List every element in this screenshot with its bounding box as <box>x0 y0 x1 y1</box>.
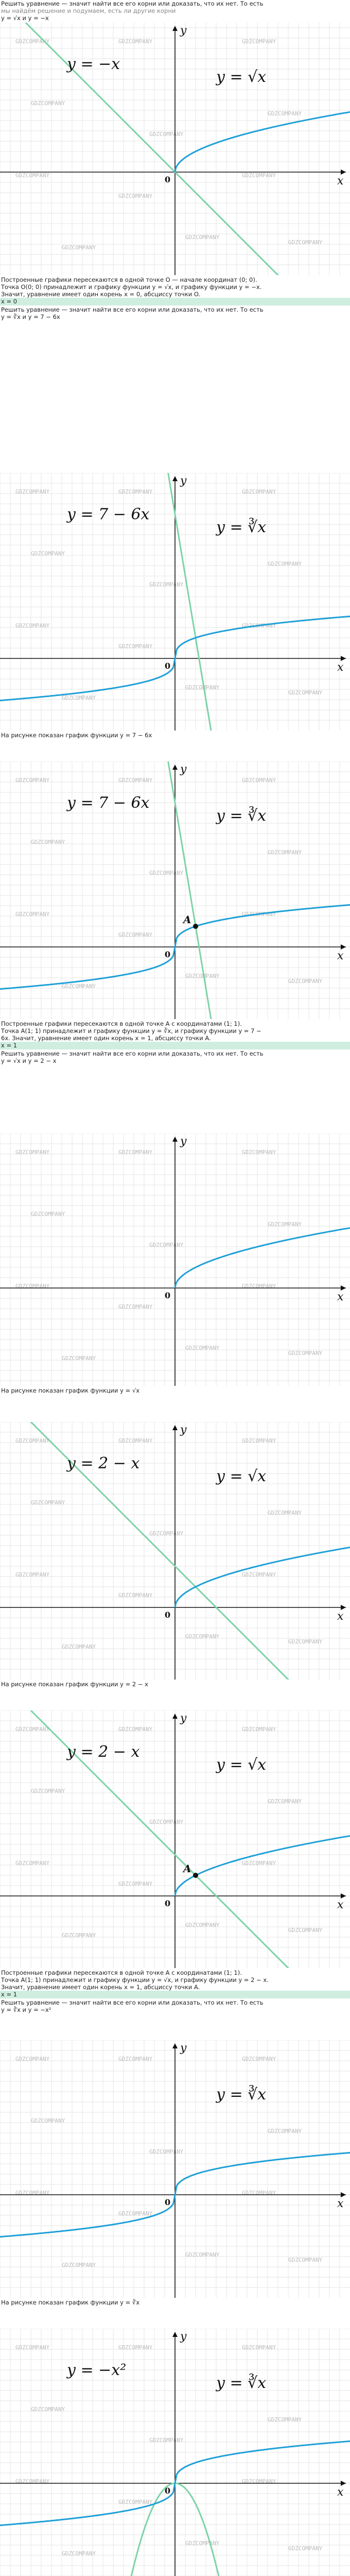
watermark: GDZCOMPANY <box>268 1798 302 1805</box>
watermark: GDZCOMPANY <box>15 911 50 918</box>
watermark: GDZCOMPANY <box>149 2148 184 2155</box>
x-axis-arrow-icon <box>341 1893 346 1899</box>
graph-figure <box>0 1422 350 1680</box>
watermark: GDZCOMPANY <box>268 849 302 856</box>
watermark: GDZCOMPANY <box>15 1283 50 1290</box>
watermark: GDZCOMPANY <box>242 1571 276 1578</box>
x-axis-label: x <box>337 2486 344 2499</box>
origin-label: 0 <box>165 661 171 671</box>
graph-figure <box>0 1710 350 1968</box>
watermark: GDZCOMPANY <box>62 1355 96 1362</box>
watermark: GDZCOMPANY <box>242 38 276 45</box>
y-axis-label: y <box>180 2042 187 2055</box>
watermark: GDZCOMPANY <box>149 870 184 876</box>
watermark: GDZCOMPANY <box>118 931 153 938</box>
watermark: GDZCOMPANY <box>31 1499 65 1506</box>
watermark: GDZCOMPANY <box>62 1643 96 1650</box>
watermark: GDZCOMPANY <box>288 1638 323 1645</box>
origin-label: 0 <box>165 1899 171 1908</box>
watermark: GDZCOMPANY <box>268 2128 302 2134</box>
explanation-line: Построенные графики пересекаются в одной точке A с координатами (1; 1). <box>1 1969 242 1976</box>
watermark: GDZCOMPANY <box>242 622 276 629</box>
watermark: GDZCOMPANY <box>268 1221 302 1228</box>
problem-text-cont: мы найдём решение и подумаем, есть ли другие корни <box>1 7 176 14</box>
origin-label: 0 <box>165 2486 171 2496</box>
point-label: A <box>183 1862 191 1875</box>
watermark: GDZCOMPANY <box>149 1819 184 1825</box>
function-label-main: y = 2 − x <box>67 1454 140 1472</box>
watermark: GDZCOMPANY <box>118 777 153 784</box>
watermark: GDZCOMPANY <box>242 1437 276 1444</box>
x-axis-label: x <box>337 175 344 188</box>
watermark: GDZCOMPANY <box>62 2550 96 2557</box>
answer-bar: x = 0 <box>0 298 350 306</box>
y-axis-label: y <box>180 24 187 37</box>
x-axis-arrow-icon <box>341 2481 346 2486</box>
origin-label: 0 <box>165 175 171 184</box>
watermark: GDZCOMPANY <box>15 2056 50 2062</box>
y-axis-label: y <box>180 1423 187 1436</box>
y-axis-arrow-icon <box>172 2332 178 2337</box>
x-axis-arrow-icon <box>341 656 346 661</box>
watermark: GDZCOMPANY <box>242 172 276 179</box>
equation: y = √x и y = −x <box>1 14 49 22</box>
watermark: GDZCOMPANY <box>242 1283 276 1290</box>
watermark: GDZCOMPANY <box>288 1927 323 1934</box>
equation: y = √x и y = 2 − x <box>1 1057 57 1064</box>
function-label-second: y = ∛x <box>216 2086 267 2104</box>
explanation-line: На рисунке показан график функции y = 7 − 6x <box>1 732 152 739</box>
watermark: GDZCOMPANY <box>268 1510 302 1516</box>
y-axis-arrow-icon <box>172 1714 178 1719</box>
watermark: GDZCOMPANY <box>288 1350 323 1357</box>
y-axis-label: y <box>180 1712 187 1725</box>
watermark: GDZCOMPANY <box>118 2056 153 2062</box>
watermark: GDZCOMPANY <box>31 2406 65 2413</box>
y-axis-arrow-icon <box>172 2043 178 2048</box>
function-label-second: y = √x <box>216 1467 267 1485</box>
watermark: GDZCOMPANY <box>15 1571 50 1578</box>
origin-label: 0 <box>165 950 171 959</box>
watermark: GDZCOMPANY <box>15 1860 50 1867</box>
y-axis-label: y <box>180 1135 187 1148</box>
answer-bar: x = 1 <box>0 1042 350 1049</box>
watermark: GDZCOMPANY <box>288 2545 323 2552</box>
x-axis-arrow-icon <box>341 944 346 950</box>
intersection-point <box>193 1873 198 1878</box>
watermark: GDZCOMPANY <box>118 2344 153 2351</box>
watermark: GDZCOMPANY <box>31 100 65 107</box>
watermark: GDZCOMPANY <box>185 2251 220 2258</box>
watermark: GDZCOMPANY <box>149 581 184 588</box>
function-label-second: y = ∛x <box>216 807 267 825</box>
watermark: GDZCOMPANY <box>242 1149 276 1156</box>
watermark: GDZCOMPANY <box>118 38 153 45</box>
watermark: GDZCOMPANY <box>118 1726 153 1733</box>
explanation-line: На рисунке показан график функции y = ∛x <box>1 2299 140 2306</box>
explanation-line: Построенные графики пересекаются в одной точке O — начале координат (0; 0). <box>1 276 257 283</box>
watermark: GDZCOMPANY <box>242 2056 276 2062</box>
y-axis-label: y <box>180 474 187 487</box>
watermark: GDZCOMPANY <box>31 1211 65 1217</box>
watermark: GDZCOMPANY <box>268 2416 302 2423</box>
watermark: GDZCOMPANY <box>31 550 65 557</box>
y-axis-label: y <box>180 763 187 776</box>
watermark: GDZCOMPANY <box>62 1932 96 1939</box>
problem-text: Решить уравнение — значит найти все его корни или доказать, что их нет. То есть <box>1 0 264 7</box>
watermark: GDZCOMPANY <box>31 2117 65 2124</box>
watermark: GDZCOMPANY <box>118 2210 153 2217</box>
watermark: GDZCOMPANY <box>118 1149 153 1156</box>
function-label-second: y = ∛x <box>216 2374 267 2392</box>
watermark: GDZCOMPANY <box>15 2478 50 2485</box>
watermark: GDZCOMPANY <box>242 911 276 918</box>
y-axis-arrow-icon <box>172 1137 178 1142</box>
watermark: GDZCOMPANY <box>185 1633 220 1640</box>
watermark: GDZCOMPANY <box>15 172 50 179</box>
watermark: GDZCOMPANY <box>185 973 220 979</box>
y-axis-arrow-icon <box>172 476 178 481</box>
explanation-line: На рисунке показан график функции y = √x <box>1 1387 140 1394</box>
watermark: GDZCOMPANY <box>31 839 65 845</box>
watermark: GDZCOMPANY <box>185 234 220 241</box>
watermark: GDZCOMPANY <box>268 110 302 117</box>
watermark: GDZCOMPANY <box>149 2437 184 2444</box>
x-axis-arrow-icon <box>341 1285 346 1291</box>
watermark: GDZCOMPANY <box>288 978 323 985</box>
origin-label: 0 <box>165 1291 171 1300</box>
graph-figure <box>0 23 350 275</box>
y-axis-arrow-icon <box>172 26 178 31</box>
watermark: GDZCOMPANY <box>288 2257 323 2263</box>
watermark: GDZCOMPANY <box>15 1726 50 1733</box>
watermark: GDZCOMPANY <box>185 1922 220 1928</box>
x-axis-arrow-icon <box>341 1605 346 1610</box>
watermark: GDZCOMPANY <box>118 1303 153 1310</box>
watermark: GDZCOMPANY <box>15 2344 50 2351</box>
watermark: GDZCOMPANY <box>31 1788 65 1794</box>
answer-bar: x = 1 <box>0 1991 350 1998</box>
watermark: GDZCOMPANY <box>185 2540 220 2547</box>
x-axis-label: x <box>337 950 344 962</box>
explanation-line: На рисунке показан график функции y = 2 − x <box>1 1681 148 1688</box>
watermark: GDZCOMPANY <box>15 622 50 629</box>
x-axis-arrow-icon <box>341 2192 346 2197</box>
watermark: GDZCOMPANY <box>118 1592 153 1599</box>
watermark: GDZCOMPANY <box>288 689 323 696</box>
problem-text: Решить уравнение — значит найти все его корни или доказать, что их нет. То есть <box>1 1050 264 1057</box>
root-curve <box>175 1228 350 1288</box>
explanation-line: Точка A(1; 1) принадлежит и графику функции y = ∛x, и графику функции y = 7 − <box>1 1027 261 1035</box>
watermark: GDZCOMPANY <box>62 244 96 251</box>
watermark: GDZCOMPANY <box>242 2190 276 2196</box>
graph-figure <box>0 473 350 731</box>
function-label-main: y = 7 − 6x <box>67 794 150 812</box>
watermark: GDZCOMPANY <box>118 193 153 199</box>
equation: y = ∛x и y = −x² <box>1 2006 51 2013</box>
watermark: GDZCOMPANY <box>268 561 302 567</box>
equation: y = ∛x и y = 7 − 6x <box>1 313 60 320</box>
watermark: GDZCOMPANY <box>242 2344 276 2351</box>
x-axis-label: x <box>337 1610 344 1623</box>
y-axis-arrow-icon <box>172 1425 178 1430</box>
watermark: GDZCOMPANY <box>149 1242 184 1248</box>
watermark: GDZCOMPANY <box>118 488 153 495</box>
watermark: GDZCOMPANY <box>15 1437 50 1444</box>
explanation-line: Точка O(0; 0) принадлежит и графику функции y = √x, и графику функции y = −x. <box>1 283 262 291</box>
origin-label: 0 <box>165 1610 171 1620</box>
watermark: GDZCOMPANY <box>118 1880 153 1887</box>
graph-figure <box>0 2040 350 2298</box>
watermark: GDZCOMPANY <box>15 777 50 784</box>
function-label-main: y = 7 − 6x <box>67 505 150 523</box>
x-axis-label: x <box>337 661 344 674</box>
x-axis-label: x <box>337 1291 344 1303</box>
function-label-main: y = −x <box>67 55 120 73</box>
root-curve <box>175 112 350 172</box>
function-label-main: y = −x² <box>67 2361 127 2379</box>
watermark: GDZCOMPANY <box>15 38 50 45</box>
graph-figure <box>0 2329 350 2576</box>
watermark: GDZCOMPANY <box>15 488 50 495</box>
watermark: GDZCOMPANY <box>62 694 96 701</box>
watermark: GDZCOMPANY <box>118 643 153 650</box>
watermark: GDZCOMPANY <box>118 2499 153 2505</box>
watermark: GDZCOMPANY <box>242 777 276 784</box>
watermark: GDZCOMPANY <box>242 1726 276 1733</box>
problem-text: Решить уравнение — значит найти все его корни или доказать, что их нет. То есть <box>1 306 264 313</box>
watermark: GDZCOMPANY <box>15 1149 50 1156</box>
function-label-second: y = √x <box>216 68 267 86</box>
watermark: GDZCOMPANY <box>242 488 276 495</box>
watermark: GDZCOMPANY <box>118 1437 153 1444</box>
watermark: GDZCOMPANY <box>62 2262 96 2268</box>
watermark: GDZCOMPANY <box>288 239 323 246</box>
watermark: GDZCOMPANY <box>185 684 220 691</box>
watermark: GDZCOMPANY <box>15 2190 50 2196</box>
intersection-point <box>193 924 198 929</box>
function-label-main: y = 2 − x <box>67 1743 140 1761</box>
explanation-line: Значит, уравнение имеет один корень x = 0, абсциссу точки O. <box>1 291 201 298</box>
graph-figure <box>0 761 350 1019</box>
function-label-second: y = ∛x <box>216 518 267 536</box>
y-axis-label: y <box>180 2330 187 2343</box>
watermark: GDZCOMPANY <box>185 1345 220 1351</box>
function-label-second: y = √x <box>216 1756 267 1774</box>
watermark: GDZCOMPANY <box>62 983 96 990</box>
graph-figure <box>0 1133 350 1386</box>
watermark: GDZCOMPANY <box>149 1530 184 1537</box>
explanation-line: 6x. Значит, уравнение имеет один корень x = 1, абсциссу точки A. <box>1 1035 211 1042</box>
problem-text: Решить уравнение — значит найти все его корни или доказать, что их нет. То есть <box>1 1999 264 2006</box>
y-axis-arrow-icon <box>172 765 178 770</box>
x-axis-label: x <box>337 1899 344 1911</box>
watermark: GDZCOMPANY <box>242 1860 276 1867</box>
x-axis-label: x <box>337 2197 344 2210</box>
explanation-line: Точка A(1; 1) принадлежит и графику функции y = √x, и графику функции y = 2 − x. <box>1 1976 269 1984</box>
watermark: GDZCOMPANY <box>242 2478 276 2485</box>
watermark: GDZCOMPANY <box>149 131 184 138</box>
origin-label: 0 <box>165 2197 171 2207</box>
explanation-line: Значит, уравнение имеет один корень x = 1, абсциссу точки A. <box>1 1984 200 1991</box>
explanation-line: Построенные графики пересекаются в одной точке A с координатами (1; 1). <box>1 1020 242 1027</box>
x-axis-arrow-icon <box>341 170 346 175</box>
point-label: A <box>183 913 191 926</box>
